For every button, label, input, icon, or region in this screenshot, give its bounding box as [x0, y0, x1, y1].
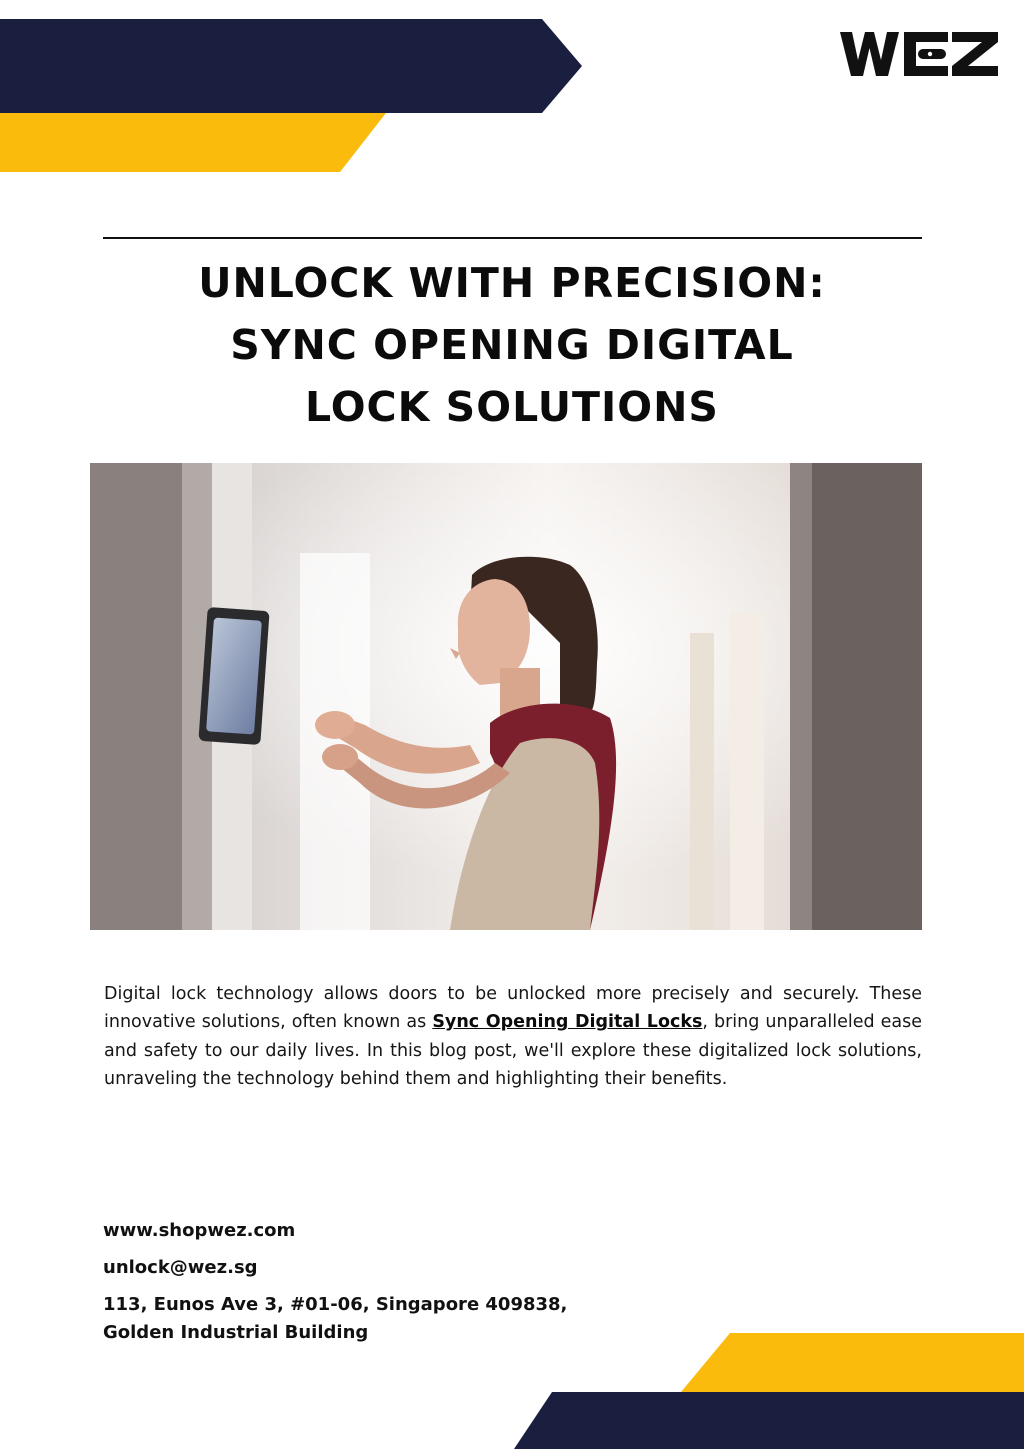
intro-paragraph	[104, 980, 922, 1094]
address-line-2: Golden Industrial Building	[103, 1322, 369, 1343]
title-line-2: SYNC OPENING DIGITAL	[230, 321, 794, 369]
wez-logo	[838, 26, 1002, 82]
intro-text-before-link: Digital lock technology allows doors to be unlocked more precisely and securely. These innovative solutions, often known as	[104, 984, 922, 1033]
title-line-1: UNLOCK WITH PRECISION:	[198, 259, 826, 307]
sync-opening-digital-locks-link[interactable]: Sync Opening Digital Locks	[432, 1012, 703, 1033]
intro-text-after-link: , bring unparalleled ease and safety to our daily lives. In this blog post, we'll explore these digitalized lock solutions, unraveling the technology behind them and highlighting their benefits.	[104, 1012, 922, 1090]
title-line-3: LOCK SOLUTIONS	[305, 383, 719, 431]
top-banner	[0, 0, 600, 180]
page-title	[90, 252, 934, 438]
bottom-yellow-stripe	[681, 1333, 1024, 1392]
title-divider	[103, 237, 922, 239]
address-line-1: 113, Eunos Ave 3, #01-06, Singapore 409838,	[103, 1294, 568, 1315]
bottom-navy-stripe	[514, 1392, 1024, 1449]
email-link[interactable]: unlock@wez.sg	[103, 1257, 258, 1278]
website-link[interactable]: www.shopwez.com	[103, 1220, 296, 1241]
banner-navy-stripe	[0, 19, 582, 113]
banner-yellow-stripe	[0, 113, 386, 172]
hero-image	[90, 463, 922, 930]
